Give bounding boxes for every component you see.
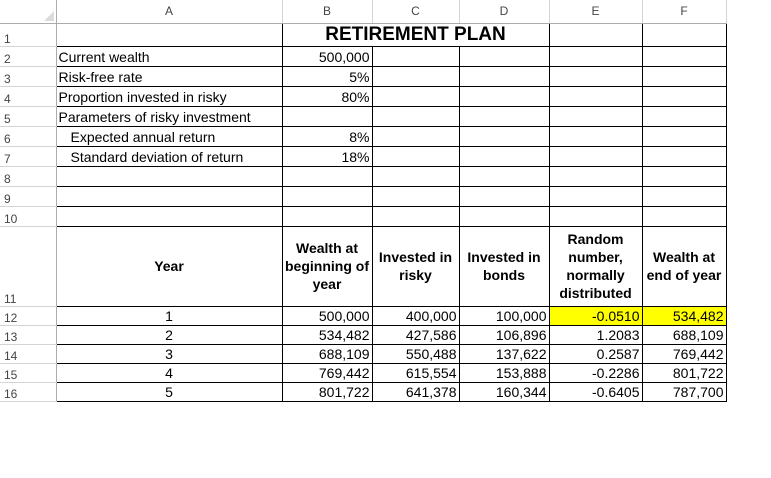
table-cell-random-number[interactable]: 0.2587	[549, 344, 642, 363]
table-cell-invested-risky[interactable]: 641,378	[372, 382, 459, 401]
input-value-risky-parameters[interactable]	[282, 106, 372, 126]
cell-f3[interactable]	[642, 66, 726, 86]
row-header-11[interactable]: 11	[0, 226, 56, 306]
cell-e3[interactable]	[549, 66, 642, 86]
cell-f4[interactable]	[642, 86, 726, 106]
row-header-8[interactable]: 8	[0, 166, 56, 186]
cell-f5[interactable]	[642, 106, 726, 126]
cell-e9[interactable]	[549, 186, 642, 206]
cell-c2[interactable]	[372, 46, 459, 66]
cell-f8[interactable]	[642, 166, 726, 186]
row-header-5[interactable]: 5	[0, 106, 56, 126]
input-value-proportion-risky[interactable]: 80%	[282, 86, 372, 106]
cell-c9[interactable]	[372, 186, 459, 206]
row-header-15[interactable]: 15	[0, 363, 56, 382]
input-value-std-dev[interactable]: 18%	[282, 146, 372, 166]
cell-c8[interactable]	[372, 166, 459, 186]
sheet-title[interactable]: RETIREMENT PLAN	[282, 23, 549, 46]
cell-e5[interactable]	[549, 106, 642, 126]
cell-b10[interactable]	[282, 206, 372, 226]
table-cell-year[interactable]: 2	[56, 325, 282, 344]
cell-f6[interactable]	[642, 126, 726, 146]
table-cell-invested-risky[interactable]: 615,554	[372, 363, 459, 382]
row-header-16[interactable]: 16	[0, 382, 56, 401]
column-header-f[interactable]: F	[642, 0, 726, 23]
table-cell-random-number-highlighted[interactable]: -0.0510	[549, 306, 642, 325]
cell-e6[interactable]	[549, 126, 642, 146]
table-cell-wealth-end[interactable]: 787,700	[642, 382, 726, 401]
cell-a8[interactable]	[56, 166, 282, 186]
cell-c4[interactable]	[372, 86, 459, 106]
table-cell-invested-bonds[interactable]: 100,000	[459, 306, 549, 325]
cell-b8[interactable]	[282, 166, 372, 186]
header-year[interactable]: Year	[56, 226, 282, 306]
table-cell-wealth-beginning[interactable]: 688,109	[282, 344, 372, 363]
table-cell-invested-bonds[interactable]: 137,622	[459, 344, 549, 363]
table-cell-year[interactable]: 4	[56, 363, 282, 382]
input-value-expected-return[interactable]: 8%	[282, 126, 372, 146]
cell-f1[interactable]	[642, 23, 726, 46]
header-random-number[interactable]: Random number, normally distributed	[549, 226, 642, 306]
table-cell-year[interactable]: 1	[56, 306, 282, 325]
table-cell-invested-risky[interactable]: 427,586	[372, 325, 459, 344]
column-header-c[interactable]: C	[372, 0, 459, 23]
row-header-4[interactable]: 4	[0, 86, 56, 106]
column-header-d[interactable]: D	[459, 0, 549, 23]
input-label-proportion-risky[interactable]: Proportion invested in risky	[56, 86, 282, 106]
cell-f7[interactable]	[642, 146, 726, 166]
cell-d9[interactable]	[459, 186, 549, 206]
cell-d2[interactable]	[459, 46, 549, 66]
input-label-risk-free-rate[interactable]: Risk-free rate	[56, 66, 282, 86]
cell-d8[interactable]	[459, 166, 549, 186]
row-header-1[interactable]: 1	[0, 23, 56, 46]
table-cell-random-number[interactable]: 1.2083	[549, 325, 642, 344]
cell-c5[interactable]	[372, 106, 459, 126]
cell-c7[interactable]	[372, 146, 459, 166]
table-cell-invested-risky[interactable]: 400,000	[372, 306, 459, 325]
cell-c10[interactable]	[372, 206, 459, 226]
select-all-corner[interactable]	[0, 0, 56, 23]
table-cell-wealth-beginning[interactable]: 534,482	[282, 325, 372, 344]
row-header-9[interactable]: 9	[0, 186, 56, 206]
column-header-e[interactable]: E	[549, 0, 642, 23]
row-header-7[interactable]: 7	[0, 146, 56, 166]
table-cell-invested-risky[interactable]: 550,488	[372, 344, 459, 363]
row-header-6[interactable]: 6	[0, 126, 56, 146]
table-cell-wealth-beginning[interactable]: 801,722	[282, 382, 372, 401]
cell-d5[interactable]	[459, 106, 549, 126]
cell-f10[interactable]	[642, 206, 726, 226]
cell-e2[interactable]	[549, 46, 642, 66]
table-cell-invested-bonds[interactable]: 106,896	[459, 325, 549, 344]
header-invested-risky[interactable]: Invested in risky	[372, 226, 459, 306]
input-value-risk-free-rate[interactable]: 5%	[282, 66, 372, 86]
table-cell-wealth-end-highlighted[interactable]: 534,482	[642, 306, 726, 325]
cell-c3[interactable]	[372, 66, 459, 86]
cell-e10[interactable]	[549, 206, 642, 226]
table-cell-random-number[interactable]: -0.2286	[549, 363, 642, 382]
input-label-current-wealth[interactable]: Current wealth	[56, 46, 282, 66]
row-header-2[interactable]: 2	[0, 46, 56, 66]
row-header-13[interactable]: 13	[0, 325, 56, 344]
cell-e7[interactable]	[549, 146, 642, 166]
row-header-14[interactable]: 14	[0, 344, 56, 363]
input-label-std-dev[interactable]: Standard deviation of return	[56, 146, 282, 166]
input-label-expected-return[interactable]: Expected annual return	[56, 126, 282, 146]
cell-a1[interactable]	[56, 23, 282, 46]
header-wealth-end[interactable]: Wealth at end of year	[642, 226, 726, 306]
cell-d6[interactable]	[459, 126, 549, 146]
table-cell-year[interactable]: 3	[56, 344, 282, 363]
cell-a10[interactable]	[56, 206, 282, 226]
column-header-a[interactable]: A	[56, 0, 282, 23]
column-header-b[interactable]: B	[282, 0, 372, 23]
cell-b9[interactable]	[282, 186, 372, 206]
row-header-10[interactable]: 10	[0, 206, 56, 226]
table-cell-invested-bonds[interactable]: 160,344	[459, 382, 549, 401]
table-cell-year[interactable]: 5	[56, 382, 282, 401]
cell-f2[interactable]	[642, 46, 726, 66]
table-cell-random-number[interactable]: -0.6405	[549, 382, 642, 401]
row-header-12[interactable]: 12	[0, 306, 56, 325]
cell-d10[interactable]	[459, 206, 549, 226]
table-cell-wealth-end[interactable]: 769,442	[642, 344, 726, 363]
cell-c6[interactable]	[372, 126, 459, 146]
table-cell-wealth-end[interactable]: 801,722	[642, 363, 726, 382]
input-label-risky-parameters[interactable]: Parameters of risky investment	[56, 106, 282, 126]
cell-e4[interactable]	[549, 86, 642, 106]
cell-d7[interactable]	[459, 146, 549, 166]
input-value-current-wealth[interactable]: 500,000	[282, 46, 372, 66]
table-cell-wealth-end[interactable]: 688,109	[642, 325, 726, 344]
cell-d3[interactable]	[459, 66, 549, 86]
table-cell-wealth-beginning[interactable]: 769,442	[282, 363, 372, 382]
cell-f9[interactable]	[642, 186, 726, 206]
row-header-3[interactable]: 3	[0, 66, 56, 86]
table-cell-wealth-beginning[interactable]: 500,000	[282, 306, 372, 325]
table-cell-invested-bonds[interactable]: 153,888	[459, 363, 549, 382]
select-all-triangle-icon	[44, 11, 54, 21]
cell-e8[interactable]	[549, 166, 642, 186]
cell-a9[interactable]	[56, 186, 282, 206]
cell-e1[interactable]	[549, 23, 642, 46]
cell-d4[interactable]	[459, 86, 549, 106]
header-wealth-beginning[interactable]: Wealth at beginning of year	[282, 226, 372, 306]
header-invested-bonds[interactable]: Invested in bonds	[459, 226, 549, 306]
